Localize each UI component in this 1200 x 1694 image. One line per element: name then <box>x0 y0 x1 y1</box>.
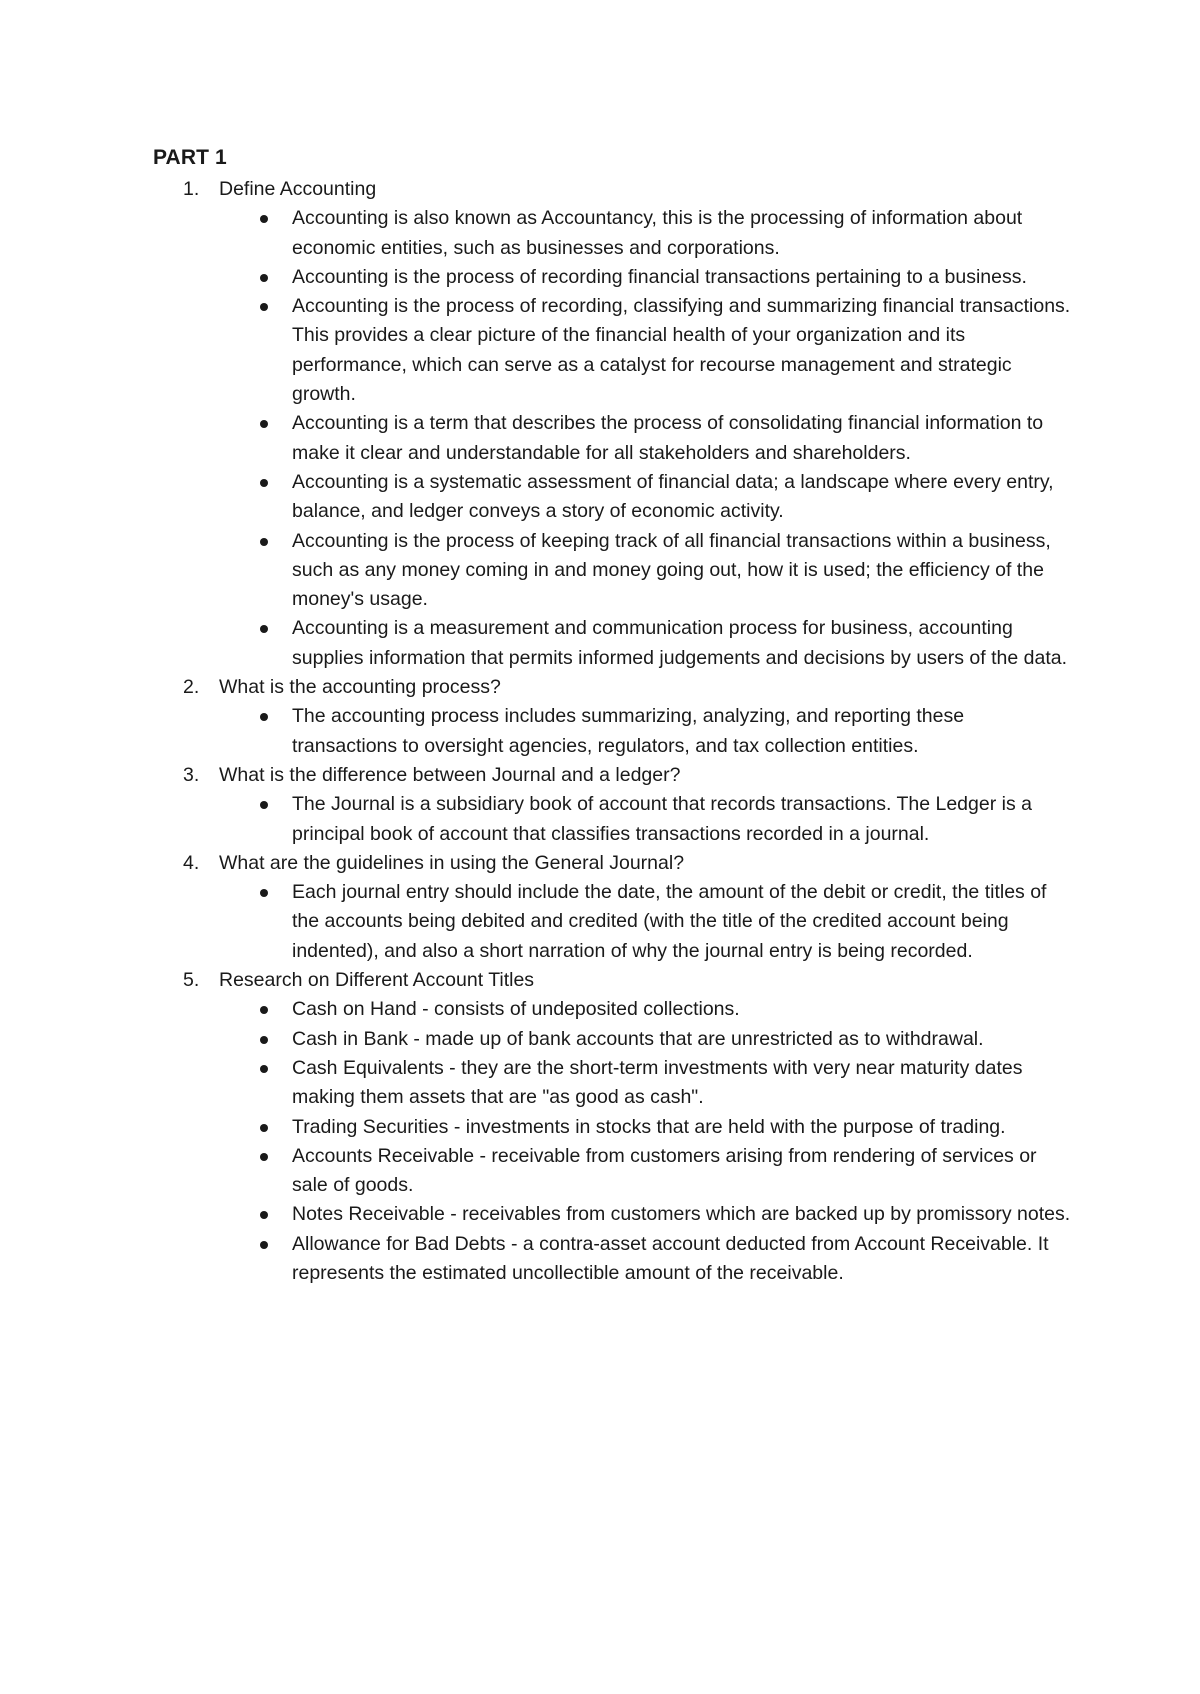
bullet-icon <box>260 215 268 223</box>
answer-text: Accounting is the process of keeping track of all financial transactions within a business, such as any money coming in and money going out, how it is used; the efficiency of the money's usage. <box>292 529 1051 611</box>
bullet-icon <box>260 801 268 809</box>
answer-text: Trading Securities - investments in stocks that are held with the purpose of trading. <box>292 1115 1006 1138</box>
answer-text: Accounting is also known as Accountancy, this is the processing of information about economic entities, such as businesses and corporations. <box>292 207 1023 259</box>
answer-item <box>219 1142 1073 1201</box>
question-number: 2. <box>183 676 200 699</box>
answer-text: Accounting is the process of recording financial transactions pertaining to a business. <box>292 265 1027 288</box>
document-body <box>153 143 1073 1288</box>
answer-text: Accounting is a term that describes the process of consolidating financial information to make it clear and understandable for all stakeholders and shareholders. <box>292 412 1044 464</box>
bullet-icon <box>260 1211 268 1219</box>
answer-text: Cash on Hand - consists of undeposited collections. <box>292 998 740 1021</box>
bullet-icon <box>260 1036 268 1044</box>
bullet-icon <box>260 713 268 721</box>
question-text: Research on Different Account Titles <box>219 969 535 992</box>
answer-item <box>219 1230 1073 1289</box>
bullet-icon <box>260 1153 268 1161</box>
bullet-icon <box>260 625 268 633</box>
bullet-icon <box>260 889 268 897</box>
answer-item <box>219 1200 1073 1229</box>
answer-item <box>219 409 1073 468</box>
bullet-icon <box>260 1065 268 1073</box>
answer-text: The accounting process includes summarizing, analyzing, and reporting these transactions to oversight agencies, regulators, and tax collection entities. <box>292 705 965 757</box>
question-text: Define Accounting <box>219 178 377 200</box>
question-text: What are the guidelines in using the General Journal? <box>219 851 685 874</box>
answer-list <box>219 204 1073 673</box>
answer-text: Notes Receivable - receivables from customers which are backed up by promissory notes. <box>292 1203 1071 1226</box>
bullet-icon <box>260 274 268 282</box>
question-item <box>153 761 1073 849</box>
bullet-icon <box>260 1006 268 1014</box>
question-item <box>153 966 1073 1288</box>
question-number: 4. <box>183 851 200 874</box>
bullet-icon <box>260 479 268 487</box>
answer-item <box>219 263 1073 292</box>
answer-list <box>219 878 1073 966</box>
answer-item <box>219 995 1073 1024</box>
answer-item <box>219 468 1073 527</box>
bullet-icon <box>260 1241 268 1249</box>
question-list <box>153 175 1073 1288</box>
bullet-icon <box>260 538 268 546</box>
answer-item <box>219 204 1073 263</box>
part-title: PART 1 <box>153 146 227 169</box>
answer-item <box>219 878 1073 966</box>
answer-text: Allowance for Bad Debts - a contra-asset account deducted from Account Receivable. It represents the estimated uncollectible amount of the receivable. <box>292 1232 1049 1284</box>
bullet-icon <box>260 420 268 428</box>
question-text: What is the difference between Journal and a ledger? <box>219 763 681 786</box>
answer-text: Accounts Receivable - receivable from customers arising from rendering of services or sale of goods. <box>292 1144 1037 1197</box>
question-number: 5. <box>183 969 200 992</box>
answer-text: The Journal is a subsidiary book of account that records transactions. The Ledger is a principal book of account that classifies transactions recorded in a journal. <box>292 793 1032 845</box>
question-item <box>153 673 1073 761</box>
question-text: What is the accounting process? <box>219 676 501 699</box>
answer-text: Cash Equivalents - they are the short-term investments with very near maturity dates making them assets that are "as good as cash". <box>292 1056 1023 1109</box>
answer-item <box>219 1113 1073 1142</box>
question-number: 3. <box>183 763 200 786</box>
answer-list <box>219 790 1073 849</box>
bullet-icon <box>260 303 268 311</box>
answer-item <box>219 702 1073 761</box>
answer-text: Cash in Bank - made up of bank accounts that are unrestricted as to withdrawal. <box>292 1027 984 1050</box>
answer-text: Each journal entry should include the date, the amount of the debit or credit, the titles of the accounts being debited and credited (with the title of the credited account being indented), and also a short narration of why the journal entry is being recorded. <box>292 881 1047 962</box>
question-item <box>153 175 1073 673</box>
answer-item <box>219 527 1073 615</box>
answer-item <box>219 1054 1073 1113</box>
bullet-icon <box>260 1124 268 1132</box>
answer-item <box>219 292 1073 409</box>
answer-item <box>219 790 1073 849</box>
answer-list <box>219 995 1073 1288</box>
answer-text: Accounting is the process of recording, classifying and summarizing financial transactions. This provides a clear picture of the financial health of your organization and its performance, which can serve as a catalyst for recourse management and strategic growth. <box>292 295 1071 406</box>
answer-text: Accounting is a measurement and communication process for business, accounting supplies information that permits informed judgements and decisions by users of the data. <box>292 617 1068 669</box>
answer-item <box>219 614 1073 673</box>
answer-item <box>219 1025 1073 1054</box>
question-number: 1. <box>183 178 200 200</box>
answer-list <box>219 702 1073 761</box>
answer-text: Accounting is a systematic assessment of financial data; a landscape where every entry, balance, and ledger conveys a story of economic activity. <box>292 470 1054 523</box>
question-item <box>153 849 1073 966</box>
